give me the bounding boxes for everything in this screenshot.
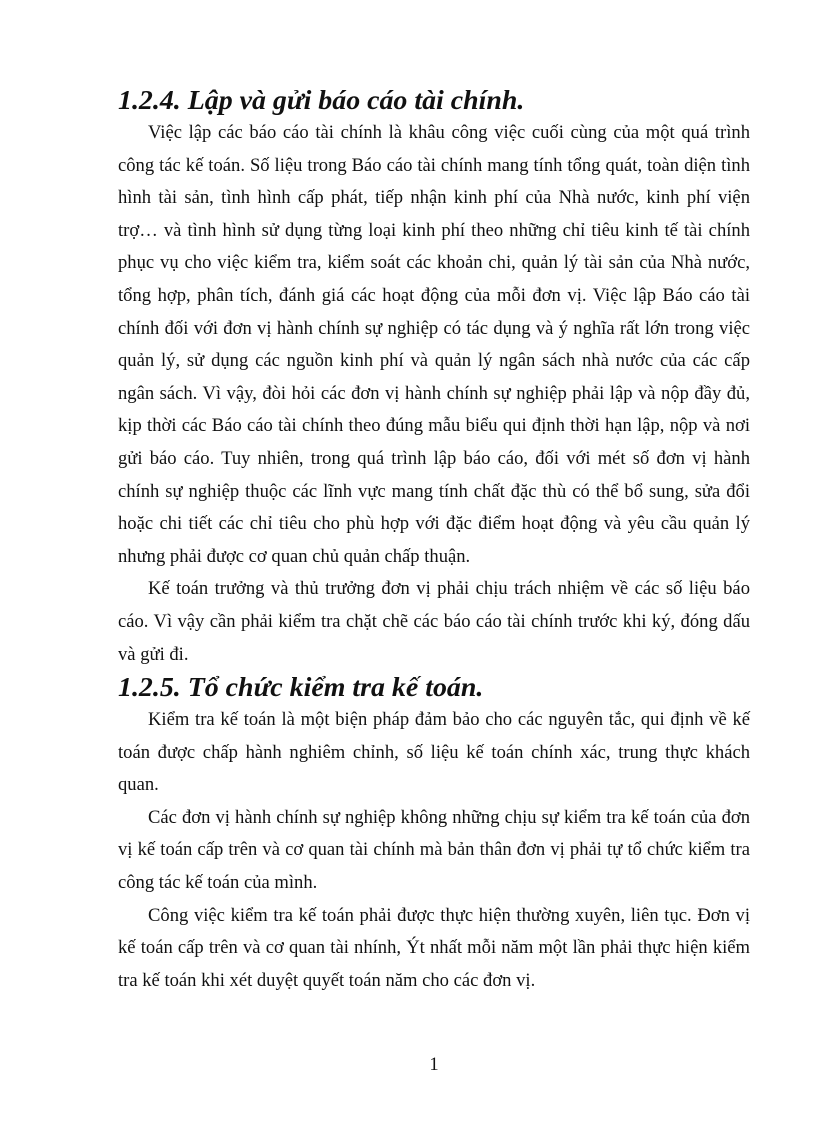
section-heading: 1.2.4. Lập và gửi báo cáo tài chính. (118, 85, 525, 116)
paragraph: Các đơn vị hành chính sự nghiệp không những chịu sự kiểm tra kế toán của đơn vị kế toán cấp trên và cơ quan tài chính mà bản thân đơn vị phải tự tổ chức kiểm tra công tác kế toán của mình. (118, 806, 750, 894)
page-number: 1 (429, 1054, 439, 1075)
section-heading: 1.2.5. Tổ chức kiểm tra kế toán. (118, 672, 484, 704)
paragraph: Công việc kiểm tra kế toán phải được thực hiện thường xuyên, liên tục. Đơn vị kế toán cấp trên và cơ quan tài nhính, Ýt nhất mỗi năm một lần phải thực hiện kiểm tra kế toán khi xét duyệt quyết toán năm cho các đơn vị. (118, 904, 750, 991)
paragraph: Kiểm tra kế toán là một biện pháp đảm bảo cho các nguyên tắc, qui định về kế toán được chấp hành nghiêm chỉnh, số liệu kế toán chính xác, trung thực khách quan. (118, 709, 750, 796)
paragraph: Kế toán trưởng và thủ trưởng đơn vị phải chịu trách nhiệm về các số liệu báo cáo. Vì vậy cần phải kiểm tra chặt chẽ các báo cáo tài chính trước khi ký, đóng dấu và gửi đi. (118, 578, 750, 665)
section-1-2-4 (118, 84, 750, 671)
paragraph: Việc lập các báo cáo tài chính là khâu công việc cuối cùng của một quá trình công tác kế toán. Số liệu trong Báo cáo tài chính mang tính tổng quát, toàn diện tình hình tài sản, tình hình cấp phát, tiếp nhận kinh phí của Nhà nước, kinh phí viện trợ… và tình hình sử dụng từng loại kinh phí theo những chỉ tiêu kinh tế tài chính phục vụ cho việc kiểm tra, kiểm soát các khoản chi, quản lý tài sản của Nhà nước, tổng hợp, phân tích, đánh giá các hoạt động của mỗi đơn vị. Việc lập Báo cáo tài chính đối với đơn vị hành chính sự nghiệp có tác dụng và ý nghĩa rất lớn trong việc quản lý, sử dụng các nguồn kinh phí và quản lý ngân sách nhà nước của các cấp ngân sách. Vì vậy, đòi hỏi các đơn vị hành chính sự nghiệp phải lập và nộp đầy đủ, kịp thời các Báo cáo tài chính theo đúng mẫu biểu qui định thời hạn lập, nộp và nơi gửi báo cáo. Tuy nhiên, trong quá trình lập báo cáo, đối với mét số đơn vị hành chính sự nghiệp thuộc các lĩnh vực mang tính chất đặc thù có thể bổ sung, sửa đổi hoặc chi tiết các chỉ tiêu cho phù hợp với đặc điểm hoạt động và yêu cầu quản lý nhưng phải được cơ quan chủ quản chấp thuận. (118, 122, 750, 567)
section-1-2-5 (118, 671, 750, 997)
